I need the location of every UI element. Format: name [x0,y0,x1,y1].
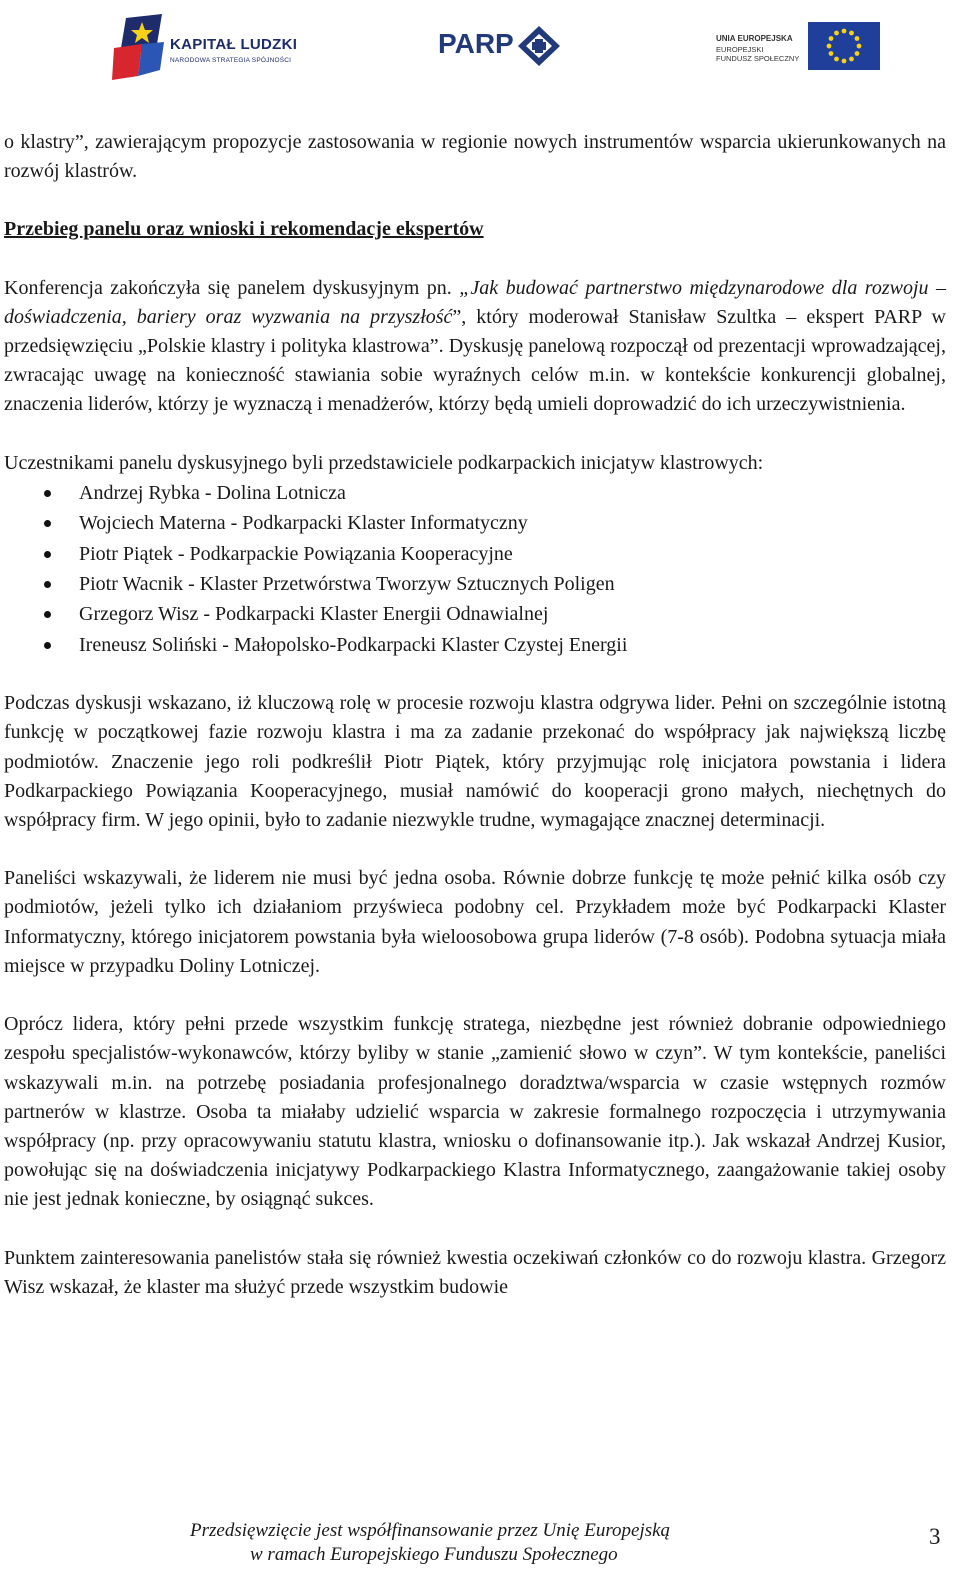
participants-list [4,478,946,660]
ue-logo-line2 [716,45,799,63]
footer-cofinancing-line1: Przedsięwzięcie jest współfinansowanie przez Unię Europejską [190,1520,671,1541]
document-body [4,128,946,1302]
ue-logo-line2-text: EUROPEJSKI [716,45,764,54]
participant-name: Ireneusz Soliński - Małopolsko-Podkarpacki Klaster Czystej Energii [79,633,628,656]
participant-name: Piotr Piątek - Podkarpackie Powiązania Kooperacyjne [79,542,513,565]
kapital-ludzki-subtitle: NARODOWA STRATEGIA SPÓJNOŚCI [170,57,292,64]
paragraph-team: Oprócz lidera, który pełni przede wszystkim funkcję stratega, niezbędne jest również dobranie odpowiedniego zespołu specjalistów-wykonawców, którzy byliby w stanie „zamienić słowo w czyn”. W tym kontekście, paneliści wskazywali m.in. na potrzebę posiadania profesjonalnego doradztwa/wsparcia w czasie wstępnych rozmów partnerów w klastrze. Osoba ta miałaby udzielić wsparcia w zakresie formalnego rozpoczęcia i utrzymywania współpracy (np. przy opracowywaniu statutu klastra, wniosku o dofinansowanie itp.). Jak wskazał Andrzej Kusior, powołując się na doświadczenia inicjatywy Podkarpackiego Klastra Informatycznego, zaangażowanie takiej osoby nie jest jednak konieczne, by osiągnąć sukces. [4,1013,946,1211]
list-item [4,630,946,660]
bullet-icon [44,581,51,588]
ue-logo-line3-text: FUNDUSZ SPOŁECZNY [716,54,800,63]
page-footer [0,1517,960,1585]
paragraph-conference-rest: ”, który moderował Stanisław Szultka – ekspert PARP w przedsięwzięciu „Polskie klastry i polityka klastrowa”. Dyskusję panelową rozpoczął od prezentacji wprowadzającej, zwracając uwagę na konieczność stawiania sobie wyraźnych celów m.in. w kontekście konkurencji globalnej, znaczenia liderów, którzy je wyznaczą i menadżerów, którzy będą umieli doprowadzić do ich urzeczywistnienia. [4,305,946,416]
participant-name: Wojciech Materna - Podkarpacki Klaster Informatyczny [79,512,528,535]
footer-cofinancing-line2: w ramach Europejskiego Funduszu Społecznego [250,1544,618,1565]
bullet-icon [44,642,51,649]
paragraph-participants-intro: Uczestnikami panelu dyskusyjnego byli przedstawiciele podkarpackich inicjatyw klastrowych: [4,451,764,474]
list-item [4,599,946,629]
kapital-ludzki-emblem-icon [112,14,168,80]
bullet-icon [44,551,51,558]
bullet-icon [44,611,51,618]
unia-europejska-logo [712,16,882,74]
ue-logo-line1: UNIA EUROPEJSKA [716,34,793,43]
header-logos [0,0,960,100]
parp-logo [438,22,563,70]
paragraph-conference-start: Konferencja zakończyła się panelem dyskusyjnym pn. [4,276,460,299]
list-item [4,539,946,569]
paragraph-leader-role: Podczas dyskusji wskazano, iż kluczową rolę w procesie rozwoju klastra odgrywa lider. Pełni on szczególnie istotną funkcję w początkowej fazie rozwoju klastra i ma za zadanie przekonać do współpracy jak największą liczbę podmiotów. Znaczenie jego roli podkreślił Piotr Piątek, który przyjmując rolę inicjatora powstania i lidera Podkarpackiego Powiązania Kooperacyjnego, musiał namówić do kooperacji grono małych, niechętnych do współpracy firm. W jego opinii, było to zadanie niezwykle trudne, wymagające znacznej determinacji. [4,692,946,832]
page-number: 3 [929,1524,941,1549]
paragraph-conference [4,274,946,420]
participant-name: Andrzej Rybka - Dolina Lotnicza [79,481,346,504]
parp-emblem-icon [516,24,562,68]
kapital-ludzki-logo [112,14,322,80]
eu-flag-icon [808,22,880,70]
parp-logo-text: PARP [438,28,514,59]
list-item [4,569,946,599]
list-item [4,478,946,508]
panel-title: „Jak budować partnerstwo międzynarodowe dla rozwoju – doświadczenia, bariery oraz wyzwania na przyszłość [4,276,946,328]
participant-name: Piotr Wacnik - Klaster Przetwórstwa Tworzyw Sztucznych Poligen [79,573,615,596]
bullet-icon [44,490,51,497]
participant-name: Grzegorz Wisz - Podkarpacki Klaster Energii Odnawialnej [79,603,549,626]
kapital-ludzki-title: KAPITAŁ LUDZKI [170,36,298,53]
bullet-icon [44,520,51,527]
list-item [4,508,946,538]
intro-paragraph: o klastry”, zawierającym propozycje zastosowania w regionie nowych instrumentów wsparcia ukierunkowanych na rozwój klastrów. [4,131,946,183]
paragraph-multiple-leaders: Paneliści wskazywali, że liderem nie musi być jedna osoba. Równie dobrze funkcję tę może pełnić kilka osób czy podmiotów, jeżeli tylko ich działaniom przyświeca podobny cel. Przykładem może być Podkarpacki Klaster Informatyczny, którego inicjatorem powstania była wieloosobowa grupa liderów (7-8 osób). Podobna sytuacja miała miejsce w przypadku Doliny Lotniczej. [4,867,946,977]
section-heading: Przebieg panelu oraz wnioski i rekomendacje ekspertów [4,218,484,241]
paragraph-expectations: Punktem zainteresowania panelistów stała się również kwestia oczekiwań członków co do rozwoju klastra. Grzegorz Wisz wskazał, że klaster ma służyć przede wszystkim budowie [4,1246,946,1298]
